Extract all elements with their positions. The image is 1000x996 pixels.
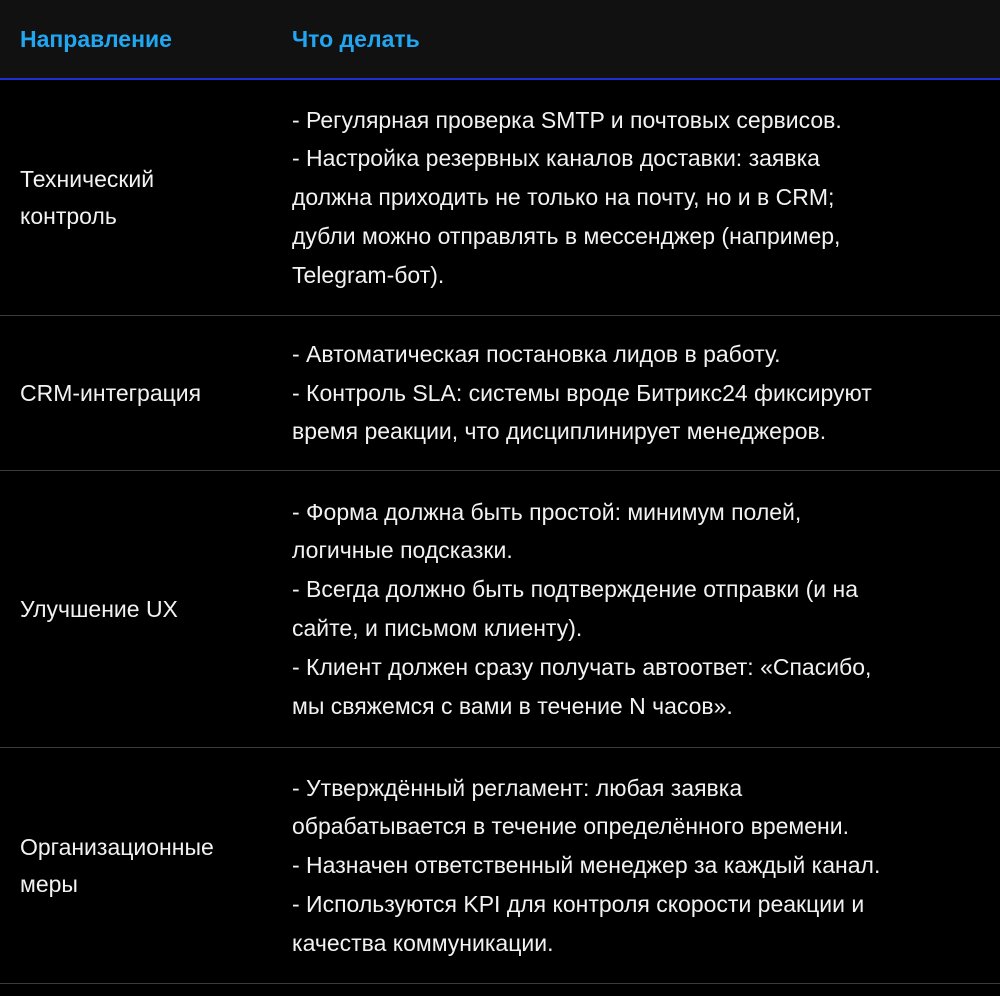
header-what-to-do: Что делать bbox=[292, 25, 420, 52]
table-row bbox=[0, 80, 1000, 316]
row-text-line: должна приходить не только на почту, но и в CRM; bbox=[292, 184, 835, 211]
table-row bbox=[0, 471, 1000, 748]
row-text-line: Telegram-бот). bbox=[292, 261, 445, 288]
row-text bbox=[292, 493, 1000, 726]
row-text-line: - Настройка резервных каналов доставки: заявка bbox=[292, 145, 820, 172]
row-label bbox=[0, 161, 292, 235]
row-text-line: - Форма должна быть простой: минимум полей, bbox=[292, 498, 802, 525]
table-header bbox=[0, 0, 1000, 80]
row-label-line: CRM-интеграция bbox=[20, 379, 202, 406]
row-label-line: контроль bbox=[20, 202, 117, 229]
row-text-line: время реакции, что дисциплинирует менеджеров. bbox=[292, 418, 827, 445]
row-label bbox=[0, 375, 292, 412]
row-text-line: - Контроль SLA: системы вроде Битрикс24 фиксируют bbox=[292, 379, 872, 406]
row-text-line: обрабатывается в течение определённого времени. bbox=[292, 813, 849, 840]
row-text bbox=[292, 335, 1000, 451]
row-text-line: мы свяжемся с вами в течение N часов». bbox=[292, 692, 733, 719]
row-label-line: меры bbox=[20, 870, 78, 897]
header-direction: Направление bbox=[20, 25, 172, 52]
row-label-line: Улучшение UX bbox=[20, 595, 178, 622]
row-text-line: - Клиент должен сразу получать автоответ: «Спасибо, bbox=[292, 653, 872, 680]
row-text-line: - Утверждённый регламент: любая заявка bbox=[292, 774, 743, 801]
row-text bbox=[292, 769, 1000, 963]
row-text-line: - Автоматическая постановка лидов в работу. bbox=[292, 340, 781, 367]
row-text-line: сайте, и письмом клиенту). bbox=[292, 615, 583, 641]
row-text-line: - Используются KPI для контроля скорости реакции и bbox=[292, 890, 865, 917]
row-text-line: дубли можно отправлять в мессенджер (например, bbox=[292, 222, 841, 249]
row-label bbox=[0, 591, 292, 628]
row-text-line: - Назначен ответственный менеджер за каждый канал. bbox=[292, 852, 881, 879]
row-text-line: - Регулярная проверка SMTP и почтовых сервисов. bbox=[292, 106, 842, 133]
row-label-line: Организационные bbox=[20, 833, 214, 860]
row-text-line: логичные подсказки. bbox=[292, 537, 513, 564]
row-label bbox=[0, 829, 292, 903]
row-label-line: Технический bbox=[20, 165, 155, 192]
table-row bbox=[0, 748, 1000, 984]
row-text-line: качества коммуникации. bbox=[292, 929, 554, 956]
row-text bbox=[292, 101, 1000, 295]
row-text-line: - Всегда должно быть подтверждение отправки (и на bbox=[292, 576, 858, 603]
table-row bbox=[0, 316, 1000, 471]
